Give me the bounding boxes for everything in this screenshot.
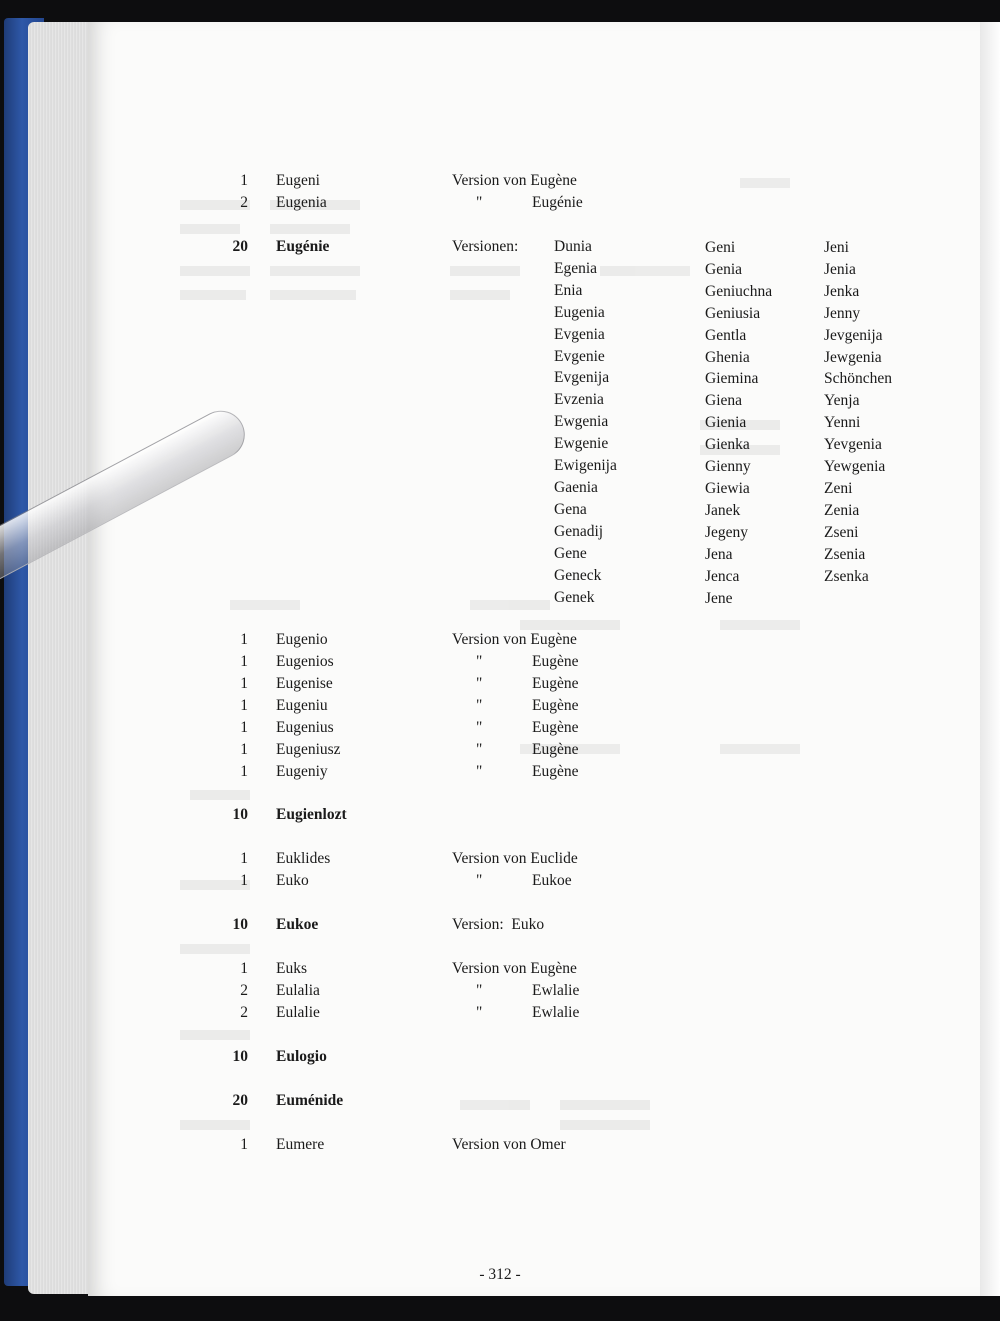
entry-row: [0, 804, 1000, 826]
entry-name: Euko: [276, 872, 309, 889]
version-name: Zeni: [824, 479, 853, 497]
version-name: Zseni: [824, 523, 859, 541]
entry-name: Eugenio: [276, 631, 328, 648]
entry-target: Eugène: [532, 697, 579, 714]
version-name: Evgenija: [554, 369, 610, 387]
version-name: Ewgenia: [554, 413, 609, 431]
entry-number: 1: [240, 631, 248, 648]
version-name: Ewgenie: [554, 435, 609, 453]
entry-target: Eugène: [532, 763, 579, 780]
version-name: Genek: [554, 588, 595, 606]
entry-row: [0, 980, 1000, 1002]
entry-number: 1: [240, 697, 248, 714]
entry-number: 20: [232, 1092, 248, 1109]
version-name: Zenia: [824, 501, 860, 519]
entry-name: Eulalie: [276, 1004, 320, 1021]
version-name: Gena: [554, 500, 587, 518]
version-name: Gienia: [705, 414, 747, 432]
version-name: Evgenia: [554, 325, 605, 343]
ditto-mark: ": [476, 1004, 483, 1021]
ditto-mark: ": [476, 194, 483, 211]
version-name: Jenca: [705, 567, 740, 585]
entry-target: Eugène: [532, 741, 579, 758]
version-name: Yenja: [824, 392, 860, 410]
version-name: Jena: [705, 545, 733, 563]
entry-name: Eugeniu: [276, 697, 328, 714]
ditto-mark: ": [476, 872, 483, 889]
version-name: Gene: [554, 544, 587, 562]
entry-number: 20: [232, 238, 248, 255]
ditto-mark: ": [476, 653, 483, 670]
versions-column-2: [705, 237, 772, 609]
ditto-mark: ": [476, 982, 483, 999]
entry-number: 1: [240, 960, 248, 977]
entry-name: Eumere: [276, 1136, 325, 1153]
entry-name: Euménide: [276, 1092, 344, 1109]
ditto-mark: ": [476, 719, 483, 736]
entry-target: Ewlalie: [532, 1004, 580, 1021]
entry-row: [0, 170, 1000, 192]
entry-description: Version von Euclide: [452, 850, 578, 867]
version-name: Jenny: [824, 304, 861, 322]
version-name: Yenni: [824, 414, 861, 432]
entry-name: Eugeni: [276, 172, 320, 189]
version-name: Ghenia: [705, 348, 750, 366]
entry-number: 1: [240, 172, 248, 189]
entry-description: Version von Omer: [452, 1136, 566, 1153]
version-name: Gentla: [705, 326, 747, 344]
entry-name: Eugénie: [276, 238, 330, 255]
version-name: Jeni: [824, 239, 849, 256]
entry-name: Euks: [276, 960, 307, 977]
version-name: Jenia: [824, 260, 856, 278]
version-name: Jene: [705, 589, 733, 607]
entry-row: [0, 848, 1000, 870]
version-name: Geniusia: [705, 304, 761, 322]
version-name: Genadij: [554, 522, 604, 540]
entry-target: Eugène: [532, 675, 579, 692]
version-name: Enia: [554, 281, 583, 299]
entry-name: Eugenius: [276, 719, 334, 736]
entry-name: Eukoe: [276, 916, 319, 933]
entry-number: 2: [240, 982, 248, 999]
entry-number: 10: [232, 916, 248, 933]
entry-number: 1: [240, 675, 248, 692]
versions-column-1: [554, 236, 617, 608]
entry-number: 1: [240, 719, 248, 736]
entry-description: Version von Eugène: [452, 631, 577, 648]
version-name: Janek: [705, 501, 741, 519]
entry-row: [0, 717, 1000, 739]
entry-target: Eugène: [532, 719, 579, 736]
entry-name: Eugeniy: [276, 763, 328, 780]
entry-number: 2: [240, 194, 248, 211]
ditto-mark: ": [476, 675, 483, 692]
version-name: Evzenia: [554, 391, 604, 409]
entry-name: Eugeniusz: [276, 741, 341, 758]
entry-number: 10: [232, 806, 248, 823]
entry-row: [0, 1090, 1000, 1112]
entry-row: [0, 1046, 1000, 1068]
entry-target: Eugène: [532, 653, 579, 670]
version-name: Dunia: [554, 238, 592, 255]
entry-number: 1: [240, 763, 248, 780]
version-name: Jenka: [824, 282, 860, 300]
version-name: Geneck: [554, 566, 602, 584]
entry-number: 2: [240, 1004, 248, 1021]
version-name: Geniuchna: [705, 282, 773, 300]
version-name: Zsenia: [824, 545, 866, 563]
version-name: Eugenia: [554, 303, 605, 321]
ditto-mark: ": [476, 697, 483, 714]
entry-description: Versionen:: [452, 238, 519, 255]
version-name: Zsenka: [824, 567, 869, 585]
entry-number: 1: [240, 741, 248, 758]
entry-row: [0, 192, 1000, 214]
ditto-mark: ": [476, 763, 483, 780]
entry-row: [0, 1134, 1000, 1156]
entry-row: [0, 761, 1000, 783]
version-name: Egenia: [554, 259, 598, 277]
entry-target: Eukoe: [532, 872, 572, 889]
entry-name: Eulalia: [276, 982, 320, 999]
entry-row: [0, 870, 1000, 892]
entry-row: [0, 958, 1000, 980]
version-name: Giewia: [705, 479, 750, 497]
version-name: Gaenia: [554, 478, 598, 496]
version-name: Gienny: [705, 458, 751, 476]
entry-name: Eugienlozt: [276, 806, 347, 823]
version-name: Yevgenia: [824, 436, 882, 454]
version-name: Evgenie: [554, 347, 605, 365]
version-name: Giena: [705, 392, 743, 410]
version-name: Gienka: [705, 436, 750, 454]
entry-row: [0, 1002, 1000, 1024]
entry-target: Ewlalie: [532, 982, 580, 999]
entry-row: [0, 651, 1000, 673]
version-name: Schönchen: [824, 370, 893, 388]
version-name: Geni: [705, 239, 736, 256]
entry-description: Version von Eugène: [452, 960, 577, 977]
entry-row: [0, 914, 1000, 936]
page-number: - 312 -: [479, 1266, 521, 1283]
ditto-mark: ": [476, 741, 483, 758]
entry-name: Euklides: [276, 850, 331, 867]
version-name: Jegeny: [705, 523, 749, 541]
entry-number: 10: [232, 1048, 248, 1065]
entry-row: [0, 739, 1000, 761]
entry-number: 1: [240, 1136, 248, 1153]
version-name: Giemina: [705, 370, 759, 388]
entry-row: [0, 695, 1000, 717]
entry-target: Eugénie: [532, 194, 583, 211]
entry-row: [0, 673, 1000, 695]
version-name: Jewgenia: [824, 348, 882, 366]
entry-number: 1: [240, 872, 248, 889]
entry-number: 1: [240, 850, 248, 867]
entry-row: [0, 629, 1000, 651]
entry-description: Version von Eugène: [452, 172, 577, 189]
entry-name: Eugenise: [276, 675, 333, 692]
version-name: Ewigenija: [554, 457, 617, 475]
versions-column-3: [824, 237, 892, 588]
version-name: Jevgenija: [824, 326, 883, 344]
entry-name: Eugenia: [276, 194, 327, 211]
version-name: Yewgenia: [824, 458, 886, 476]
entry-description: Version: Euko: [452, 916, 545, 933]
entry-name: Eugenios: [276, 653, 334, 670]
version-name: Genia: [705, 260, 743, 278]
entry-name: Eulogio: [276, 1048, 327, 1065]
entry-number: 1: [240, 653, 248, 670]
